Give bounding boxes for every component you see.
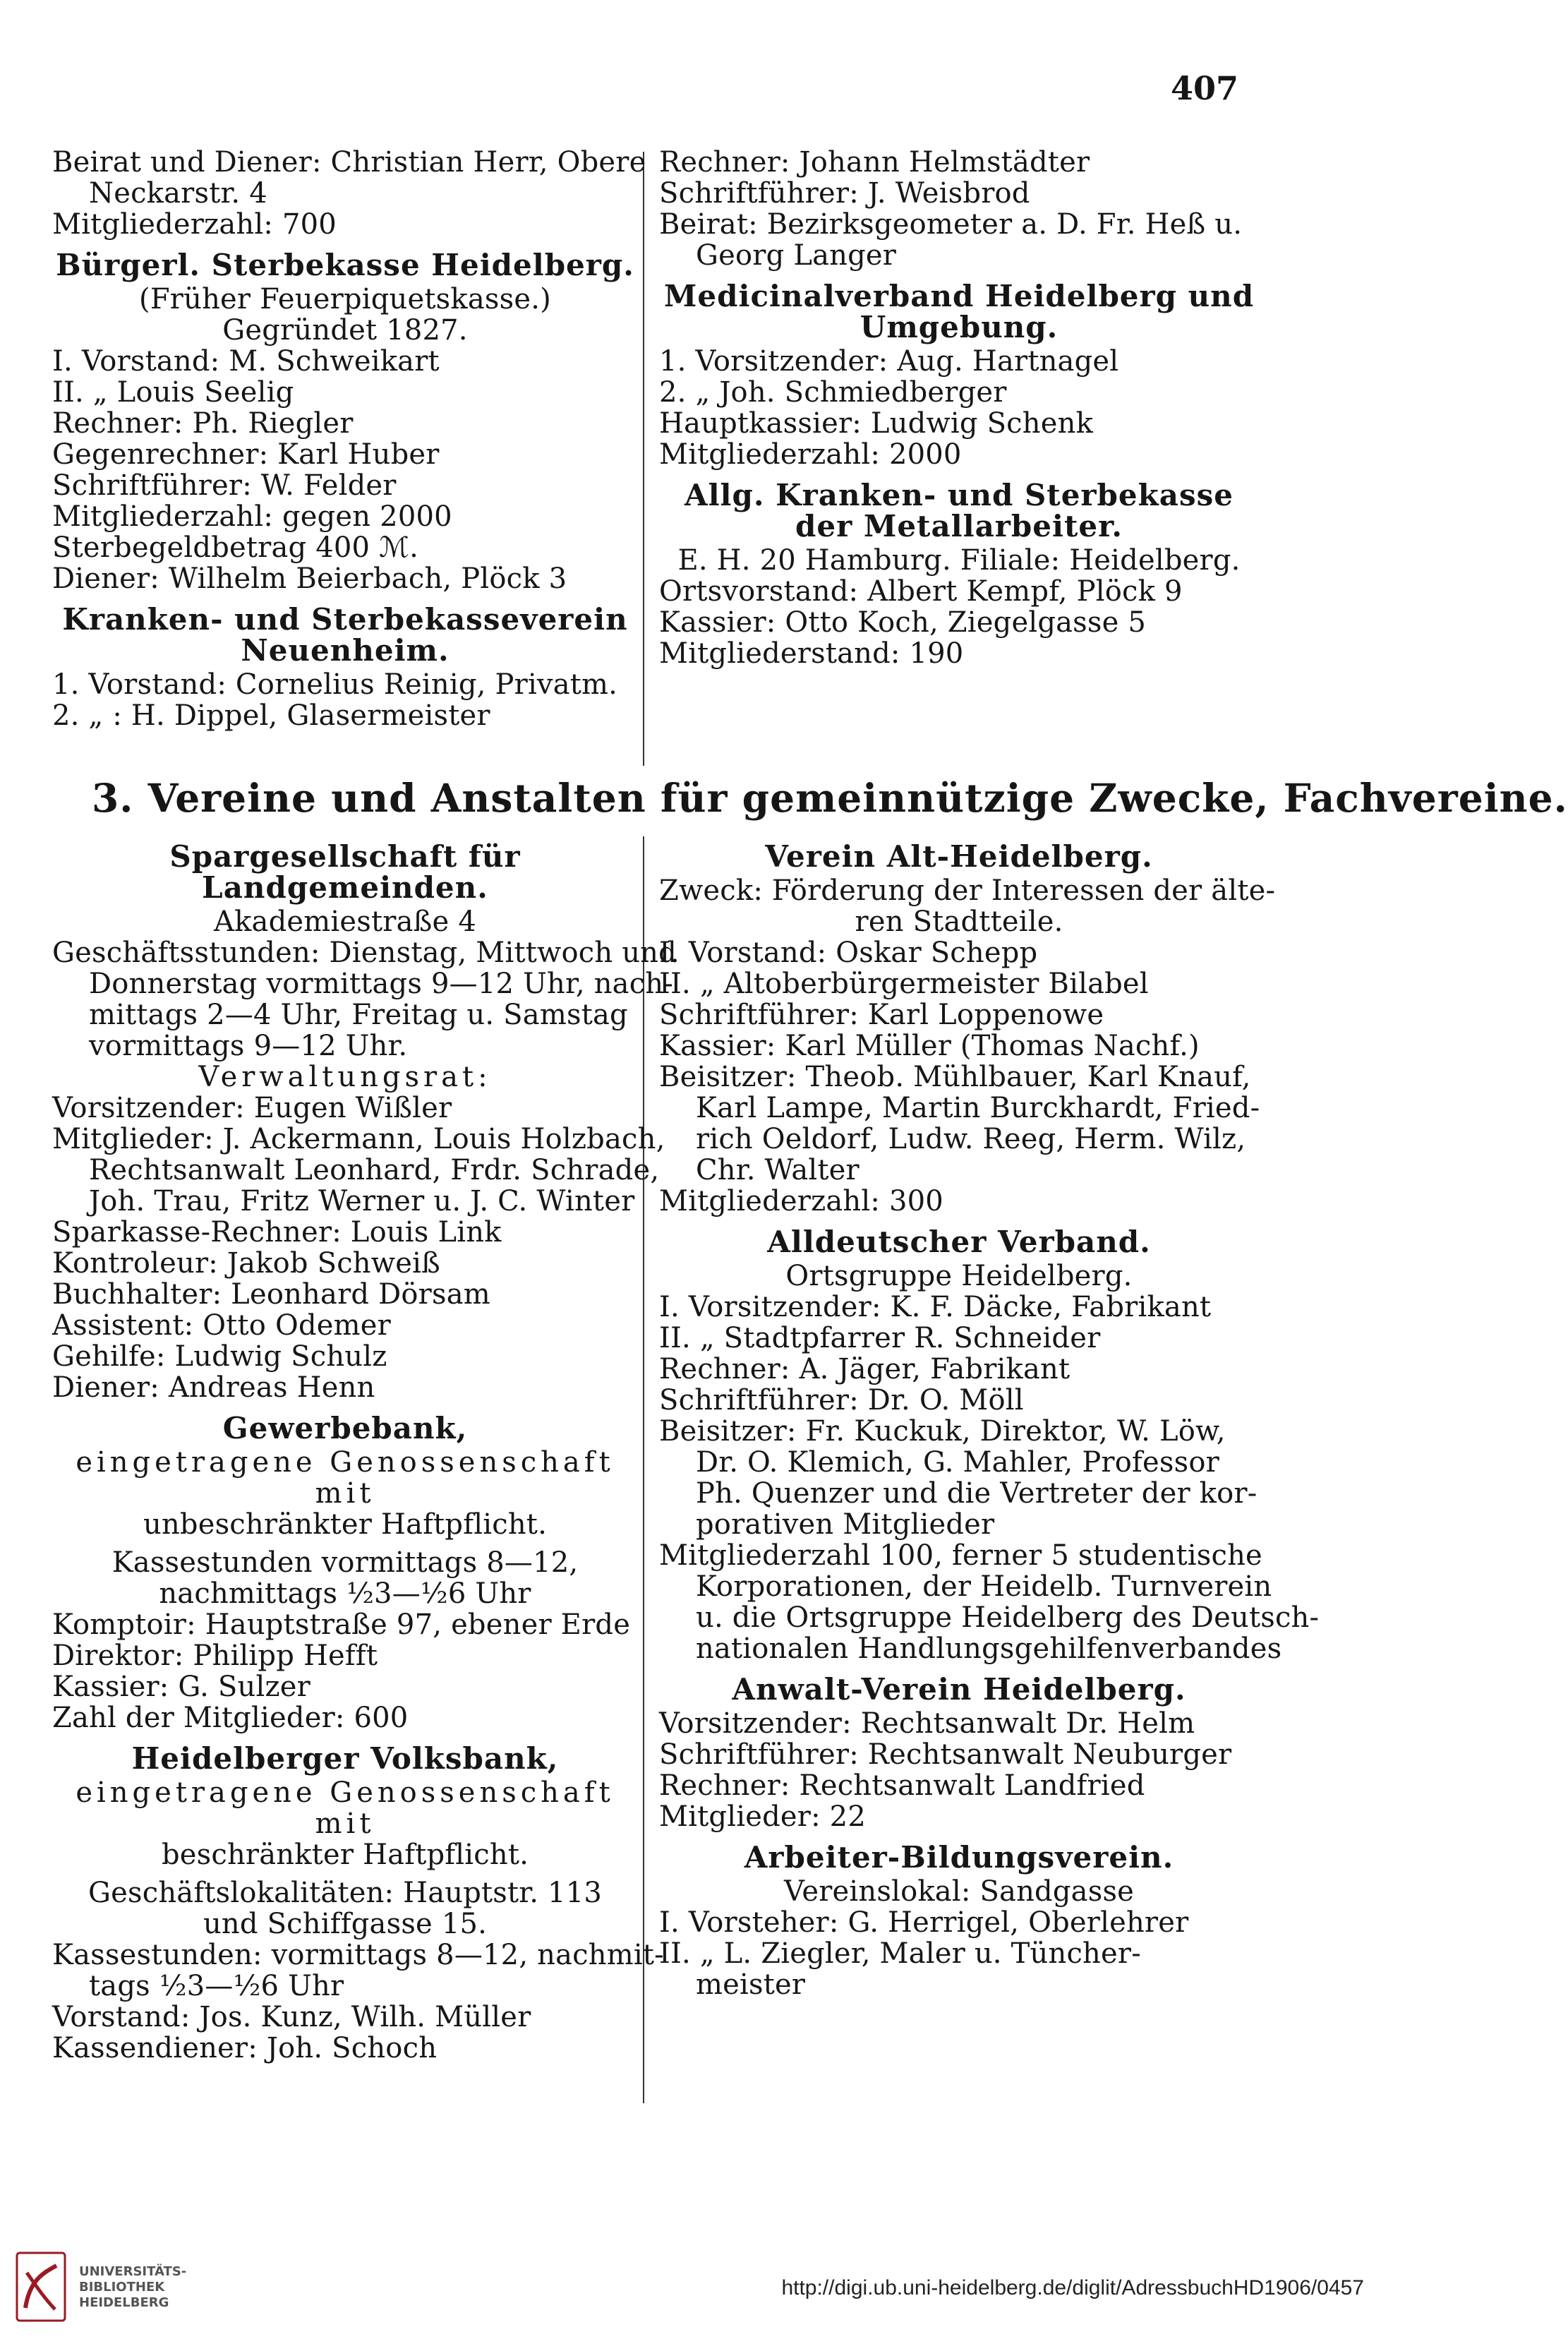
text-line: Schriftführer: Karl Loppenowe xyxy=(659,999,1104,1031)
library-name-line: UNIVERSITÄTS- xyxy=(79,2264,187,2279)
text-line: Ortsgruppe Heidelberg. xyxy=(785,1260,1133,1292)
text-line: Chr. Walter xyxy=(696,1154,860,1186)
text-line: 1. Vorstand: Cornelius Reinig, Privatm. xyxy=(52,668,618,701)
text-line: Joh. Trau, Fritz Werner u. J. C. Winter xyxy=(89,1185,635,1217)
text-line: Zahl der Mitglieder: 600 xyxy=(52,1702,409,1734)
text-line: Schriftführer: Dr. O. Möll xyxy=(659,1384,1024,1417)
library-name-line: HEIDELBERG xyxy=(79,2295,169,2310)
text-line: Mitgliederzahl: 700 xyxy=(52,208,337,241)
text-line: Geschäftsstunden: Dienstag, Mittwoch und xyxy=(52,937,677,969)
entry-heading: Gewerbebank, xyxy=(222,1411,468,1445)
text-line: und Schiffgasse 15. xyxy=(203,1908,488,1940)
text-line: Ortsvorstand: Albert Kempf, Plöck 9 xyxy=(659,575,1183,608)
text-line: Kassier: Karl Müller (Thomas Nachf.) xyxy=(659,1030,1200,1062)
text-line: Gegründet 1827. xyxy=(222,314,468,347)
text-line: Schriftführer: J. Weisbrod xyxy=(659,177,1030,210)
text-line: Dr. O. Klemich, G. Mahler, Professor xyxy=(696,1446,1219,1479)
text-line: Verwaltungsrat: xyxy=(198,1061,492,1093)
text-line: Sterbegeldbetrag 400 ℳ. xyxy=(52,531,419,564)
text-line: Komptoir: Hauptstraße 97, ebener Erde xyxy=(52,1609,631,1641)
column-top-right xyxy=(659,147,1259,669)
text-line: nationalen Handlungsgehilfenverbandes xyxy=(696,1633,1282,1665)
text-line: Rechner: Johann Helmstädter xyxy=(659,146,1090,179)
text-line: Diener: Wilhelm Beierbach, Plöck 3 xyxy=(52,563,567,595)
column-top-left xyxy=(52,146,646,732)
text-line: Vorstand: Jos. Kunz, Wilh. Müller xyxy=(52,2001,531,2033)
text-line: Beirat und Diener: Christian Herr, Obere xyxy=(52,146,646,179)
text-line: Direktor: Philipp Hefft xyxy=(52,1640,378,1672)
text-line: II. „ Louis Seelig xyxy=(52,376,294,409)
text-line: Donnerstag vormittags 9—12 Uhr, nach- xyxy=(89,968,673,1000)
text-line: ren Stadtteile. xyxy=(855,906,1063,938)
text-line: Mitgliederzahl: gegen 2000 xyxy=(52,500,452,533)
text-line: Diener: Andreas Henn xyxy=(52,1371,375,1404)
column-bottom-left xyxy=(52,831,677,2064)
text-line: I. Vorsitzender: K. F. Däcke, Fabrikant xyxy=(659,1291,1212,1323)
text-line: II. „ Altoberbürgermeister Bilabel xyxy=(659,968,1149,1000)
text-line: 2. „ Joh. Schmiedberger xyxy=(659,376,1007,409)
text-line: Assistent: Otto Odemer xyxy=(52,1309,391,1342)
library-logo[interactable] xyxy=(16,2251,199,2329)
text-line: Kassestunden vormittags 8—12, xyxy=(111,1546,579,1579)
text-line: Kassier: Otto Koch, Ziegelgasse 5 xyxy=(659,606,1147,639)
entry-heading: Alldeutscher Verband. xyxy=(767,1225,1151,1259)
text-line: Kontroleur: Jakob Schweiß xyxy=(52,1247,440,1280)
page-number: 407 xyxy=(1170,69,1238,107)
text-line: vormittags 9—12 Uhr. xyxy=(89,1030,408,1062)
text-line: nachmittags ½3—½6 Uhr xyxy=(159,1577,531,1610)
entry-heading: Spargesellschaft für Landgemeinden. xyxy=(169,839,521,905)
text-line: Karl Lampe, Martin Burckhardt, Fried- xyxy=(696,1092,1260,1124)
section-heading: 3. Vereine und Anstalten für gemeinnützige Zwecke, Fachvereine. xyxy=(92,775,1568,821)
text-line: Mitgliederzahl: 2000 xyxy=(659,438,962,471)
text-line: E. H. 20 Hamburg. Filiale: Heidelberg. xyxy=(677,544,1241,577)
text-line: Rechner: Ph. Riegler xyxy=(52,407,354,440)
text-line: beschränkter Haftpflicht. xyxy=(161,1839,529,1871)
text-line: Beisitzer: Fr. Kuckuk, Direktor, W. Löw, xyxy=(659,1415,1226,1448)
column-divider-bottom xyxy=(643,836,644,2103)
text-line: I. Vorstand: M. Schweikart xyxy=(52,345,440,378)
text-line: u. die Ortsgruppe Heidelberg des Deutsch- xyxy=(696,1601,1320,1634)
text-line: I. Vorsteher: G. Herrigel, Oberlehrer xyxy=(659,1906,1189,1939)
text-line: Schriftführer: W. Felder xyxy=(52,469,397,502)
text-line: Hauptkassier: Ludwig Schenk xyxy=(659,407,1094,440)
text-line: Gehilfe: Ludwig Schulz xyxy=(52,1340,387,1373)
text-line: 1. Vorsitzender: Aug. Hartnagel xyxy=(659,345,1119,378)
text-line: rich Oeldorf, Ludw. Reeg, Herm. Wilz, xyxy=(696,1123,1246,1155)
text-line: eingetragene Genossenschaft mit xyxy=(76,1446,615,1510)
text-line: Buchhalter: Leonhard Dörsam xyxy=(52,1278,490,1311)
text-line: Mitgliederzahl 100, ferner 5 studentische xyxy=(659,1539,1262,1572)
text-line: Schriftführer: Rechtsanwalt Neuburger xyxy=(659,1738,1232,1771)
text-line: I. Vorstand: Oskar Schepp xyxy=(659,937,1038,969)
text-line: Mitglieder: 22 xyxy=(659,1800,866,1833)
text-line: Rechner: Rechtsanwalt Landfried xyxy=(659,1769,1145,1802)
text-line: Neckarstr. 4 xyxy=(89,177,267,210)
text-line: Kassendiener: Joh. Schoch xyxy=(52,2032,438,2064)
entry-heading: Medicinalverband Heidelberg und Umgebung. xyxy=(663,279,1255,344)
text-line: unbeschränkter Haftpflicht. xyxy=(143,1508,547,1541)
text-line: Sparkasse-Rechner: Louis Link xyxy=(52,1216,502,1249)
entry-heading: Kranken- und Sterbekasseverein Neuenheim. xyxy=(62,602,628,668)
column-divider-top xyxy=(643,152,644,766)
text-line: Mitglieder: J. Ackermann, Louis Holzbach, xyxy=(52,1123,665,1155)
text-line: 2. „ : H. Dippel, Glasermeister xyxy=(52,699,490,732)
library-name xyxy=(79,2264,186,2311)
library-seal-icon xyxy=(16,2251,66,2322)
text-line: (Früher Feuerpiquetskasse.) xyxy=(139,283,551,315)
text-line: Vorsitzender: Rechtsanwalt Dr. Helm xyxy=(659,1707,1195,1740)
text-line: eingetragene Genossenschaft mit xyxy=(76,1776,615,1840)
entry-heading: Arbeiter-Bildungsverein. xyxy=(744,1840,1174,1875)
text-line: Akademiestraße 4 xyxy=(214,906,476,938)
source-url-link[interactable]: http://digi.ub.uni-heidelberg.de/diglit/AdressbuchHD1906/0457 xyxy=(781,2276,1364,2299)
text-line: Mitgliederzahl: 300 xyxy=(659,1185,943,1217)
text-line: Rechtsanwalt Leonhard, Frdr. Schrade, xyxy=(89,1154,660,1186)
text-line: Gegenrechner: Karl Huber xyxy=(52,438,440,471)
column-bottom-right xyxy=(659,831,1320,2001)
entry-heading: Bürgerl. Sterbekasse Heidelberg. xyxy=(56,248,634,282)
text-line: Rechner: A. Jäger, Fabrikant xyxy=(659,1353,1071,1385)
library-name-line: BIBLIOTHEK xyxy=(79,2280,165,2295)
text-line: II. „ L. Ziegler, Maler u. Tüncher- xyxy=(659,1937,1141,1970)
entry-heading: Anwalt-Verein Heidelberg. xyxy=(732,1672,1186,1707)
text-line: porativen Mitglieder xyxy=(696,1508,995,1541)
text-line: Ph. Quenzer und die Vertreter der kor- xyxy=(696,1477,1258,1510)
text-line: Geschäftslokalitäten: Hauptstr. 113 xyxy=(88,1877,602,1909)
text-line: Beisitzer: Theob. Mühlbauer, Karl Knauf, xyxy=(659,1061,1251,1093)
text-line: Zweck: Förderung der Interessen der älte- xyxy=(659,874,1276,907)
text-line: mittags 2—4 Uhr, Freitag u. Samstag xyxy=(89,999,628,1031)
entry-heading: Heidelberger Volksbank, xyxy=(131,1741,559,1776)
text-line: Kassestunden: vormittags 8—12, nachmit- xyxy=(52,1939,664,1971)
text-line: Mitgliederstand: 190 xyxy=(659,637,964,670)
text-line: Vereinslokal: Sandgasse xyxy=(783,1875,1135,1908)
text-line: II. „ Stadtpfarrer R. Schneider xyxy=(659,1322,1101,1354)
text-line: Korporationen, der Heidelb. Turnverein xyxy=(696,1570,1272,1603)
entry-heading: Allg. Kranken- und Sterbekasse der Metallarbeiter. xyxy=(685,478,1234,543)
entry-heading: Verein Alt-Heidelberg. xyxy=(765,839,1153,874)
text-line: meister xyxy=(696,1968,806,2001)
text-line: Beirat: Bezirksgeometer a. D. Fr. Heß u. xyxy=(659,208,1243,241)
text-line: Kassier: G. Sulzer xyxy=(52,1671,310,1703)
text-line: Vorsitzender: Eugen Wißler xyxy=(52,1092,452,1124)
text-line: tags ½3—½6 Uhr xyxy=(89,1970,344,2002)
text-line: Georg Langer xyxy=(696,239,897,272)
